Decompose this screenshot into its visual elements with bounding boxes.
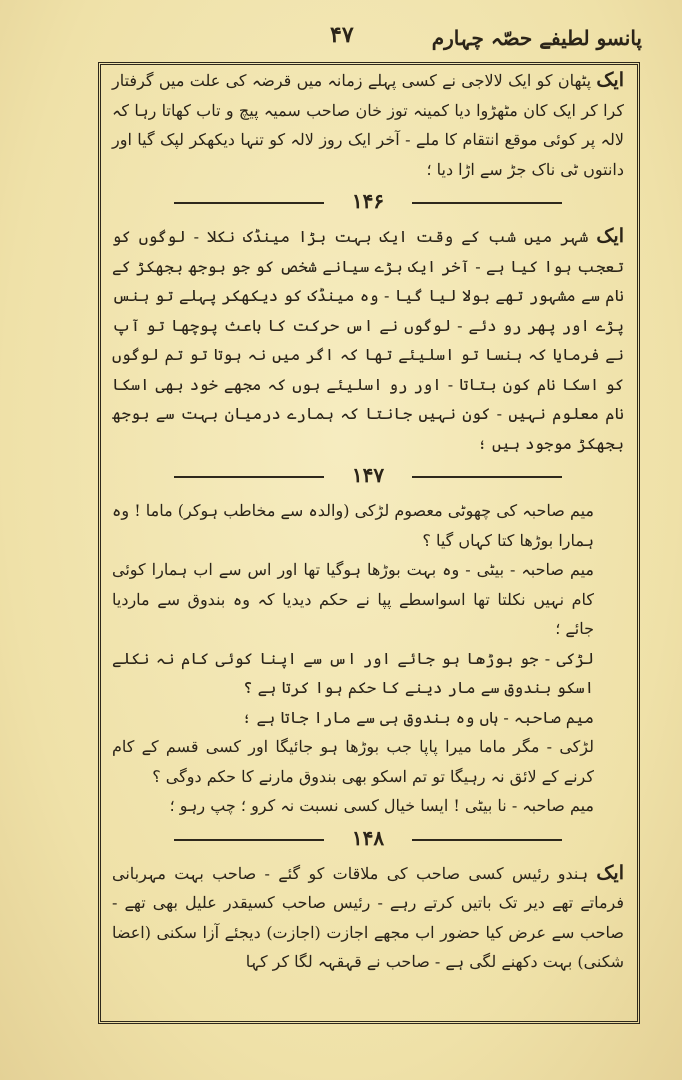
page-content xyxy=(104,66,632,1021)
running-title: پانسو لطیفے حصّہ چہارم xyxy=(431,26,642,50)
separator-rule xyxy=(174,476,324,478)
paragraph-text: پٹھان کو ایک لالاجی نے کسی پہلے زمانہ میں قرضہ کی علت میں گرفتار کرا کر ایک کان مٹھڑوا دیا کمینہ توز خان صاحب سمیہ پیچ و تاب کھاتا رہا کہ لالہ پر کوئی موقع انتقام کا ملے - آخر ایک روز لالہ کو تنہا دیکھکر لپک گیا اور دانتوں ٹی ناک جڑ سے اڑا دیا ؛ xyxy=(112,71,624,179)
story-paragraph xyxy=(112,222,624,458)
page-number: ۴۷ xyxy=(330,22,354,48)
story-146 xyxy=(112,222,624,458)
story-145 xyxy=(112,66,624,184)
section-separator xyxy=(104,187,632,219)
paragraph-lead: ایک xyxy=(596,225,624,247)
dialogue-line: میم صاحبہ کی چھوٹی معصوم لڑکی (والدہ سے مخاطب ہوکر) ماما ! وہ ہمارا بوڑھا کتا کہاں گیا ؟ xyxy=(112,501,594,550)
paragraph-text: شہر میں شب کے وقت ایک بہت بڑا مینڈک نکلا - لوگوں کو تعجب ہوا کیا ہے - آخر ایک بڑے سیانے شخص کو جو بوجھ بجھکڑ کے نام سے مشہور تھے بولا لیا گیا - وہ مینڈک کو دیکھکر پہلے تو ہنس پڑے اور پھر رو دئے - لوگوں نے اس حرکت کا باعث پوچھا تو آپ نے فرمایا کہ ہنسا تو اسلیئے تھا کہ اگر میں نہ ہوتا تو تم لوگوں کو اسکا نام کون بتاتا - اور رو اسلیئے ہوں کہ مجھے خود بھی اسکا نام معلوم نہیں - کون نہیں جانتا کہ ہمارے درمیان بہت سے بوجھ بجھکڑ موجود ہیں ؛ xyxy=(112,227,624,453)
story-paragraph xyxy=(112,66,624,184)
dialogue-line: میم صاحبہ - ہاں وہ بندوق ہی سے مارا جاتا ہے ؛ xyxy=(242,707,594,727)
section-number: ۱۴۶ xyxy=(351,189,385,213)
dialogue-line: میم صاحبہ - بیٹی - وہ بہت بوڑھا ہوگیا تھا اور اس سے اب ہمارا کوئی کام نہیں نکلتا تھا اسواسطے پپا نے حکم دیدیا کہ وہ بندوق سے ماردیا جائے ؛ xyxy=(112,560,595,638)
section-number: ۱۴۷ xyxy=(351,463,385,487)
dialogue-line: لڑکی - مگر ماما میرا پاپا جب بوڑھا ہو جائیگا اور کسی قسم کے کام کرنے کے لائق نہ رہیگا تو تم اسکو بھی بندوق مارنے کا حکم دوگی ؟ xyxy=(112,737,594,786)
paragraph-text: ہندو رئیس کسی صاحب کی ملاقات کو گئے - صاحب بہت مہربانی فرماتے تھے دیر تک باتیں کرتے رہے - رئیس صاحب کسیقدر علیل بھی تھے - صاحب سے عرض کیا حضور اب مجھے اجازت (اجازت) دیجئے آزا سکنی (اعضا شکنی) بہت دکھنے لگی ہے - صاحب نے قہقہہ لگا کر کہا xyxy=(112,863,624,971)
story-147 xyxy=(112,496,624,821)
dialogue-line: لڑکی - جو بوڑھا ہو جائے اور اس سے اپنا کوئی کام نہ نکلے اسکو بندوق سے مار دینے کا حکم ہوا کرتا ہے ؟ xyxy=(112,648,594,697)
page-header xyxy=(95,22,642,58)
story-148 xyxy=(112,859,624,977)
story-paragraph xyxy=(112,859,624,977)
separator-rule xyxy=(174,202,324,204)
section-separator xyxy=(104,824,632,856)
section-separator xyxy=(104,461,632,493)
paragraph-lead: ایک xyxy=(596,69,624,91)
section-number: ۱۴۸ xyxy=(351,825,385,850)
paragraph-lead: ایک xyxy=(596,861,624,884)
dialogue-line: میم صاحبہ - نا بیٹی ! ایسا خیال کسی نسبت نہ کرو ؛ چپ رہو ؛ xyxy=(169,796,594,815)
separator-rule xyxy=(174,839,324,841)
